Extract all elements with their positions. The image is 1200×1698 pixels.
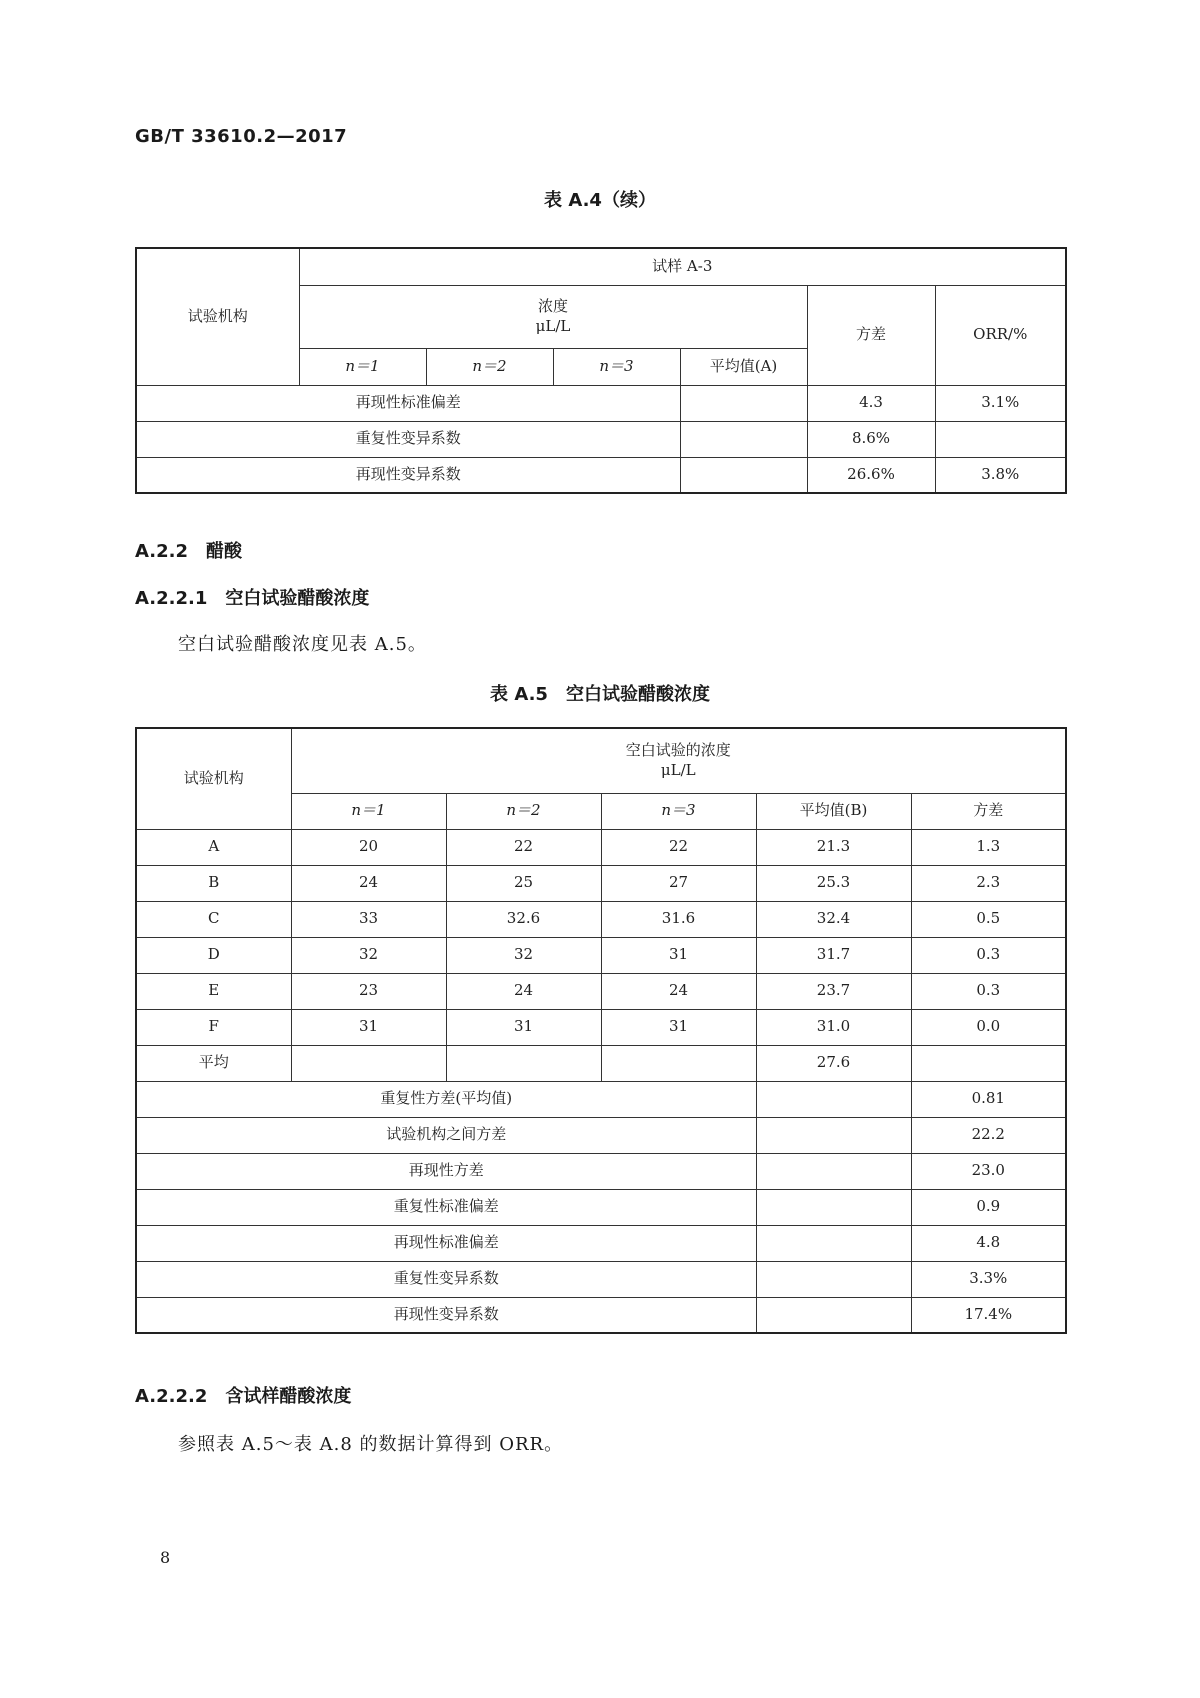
- stat-value: 22.2: [911, 1117, 1066, 1153]
- var-cell: 0.0: [911, 1009, 1066, 1045]
- stat-row: [136, 1081, 1066, 1117]
- row-orr: 3.1%: [935, 385, 1066, 421]
- table-a4-caption: 表 A.4（续）: [544, 190, 656, 211]
- n1-cell: [291, 1045, 446, 1081]
- n3-cell: [601, 1045, 756, 1081]
- avg-cell: 31.0: [756, 1009, 911, 1045]
- stat-label: 再现性方差: [136, 1153, 756, 1189]
- header-concentration: [299, 285, 807, 348]
- section-a222-heading: [135, 537, 242, 563]
- var-cell: 0.5: [911, 901, 1066, 937]
- org-cell: 平均: [136, 1045, 291, 1081]
- avg-cell: 21.3: [756, 829, 911, 865]
- table-a5-caption: 表 A.5 空白试验醋酸浓度: [490, 684, 710, 705]
- table-row: [136, 937, 1066, 973]
- section-a2222-heading: [135, 1382, 351, 1408]
- var-cell: [911, 1045, 1066, 1081]
- header-average: 平均值(A): [680, 348, 807, 385]
- header-n1: n＝1: [291, 793, 446, 829]
- stat-label: 再现性标准偏差: [136, 1225, 756, 1261]
- header-n1: n＝1: [299, 348, 426, 385]
- header-org: 试验机构: [136, 728, 291, 829]
- stat-empty: [756, 1225, 911, 1261]
- header-blank-concentration: [291, 728, 1066, 793]
- stat-value: 4.8: [911, 1225, 1066, 1261]
- paragraph-a2221: 空白试验醋酸浓度见表 A.5。: [178, 634, 427, 655]
- section-title: 含试样醋酸浓度: [225, 1386, 352, 1407]
- org-cell: E: [136, 973, 291, 1009]
- n3-cell: 27: [601, 865, 756, 901]
- stat-empty: [756, 1261, 911, 1297]
- n3-cell: 24: [601, 973, 756, 1009]
- table-row: [136, 973, 1066, 1009]
- header-variance: 方差: [807, 285, 935, 385]
- standard-code: GB/T 33610.2—2017: [135, 126, 348, 147]
- stat-value: 17.4%: [911, 1297, 1066, 1333]
- section-number: A.2.2: [135, 541, 188, 562]
- n1-cell: 24: [291, 865, 446, 901]
- table-row: [136, 457, 1066, 493]
- n3-cell: 31.6: [601, 901, 756, 937]
- header-n3: n＝3: [601, 793, 756, 829]
- stat-row: [136, 1225, 1066, 1261]
- n2-cell: 22: [446, 829, 601, 865]
- org-cell: F: [136, 1009, 291, 1045]
- row-orr: 3.8%: [935, 457, 1066, 493]
- n1-cell: 31: [291, 1009, 446, 1045]
- stat-row: [136, 1189, 1066, 1225]
- table-a4: [135, 247, 1067, 494]
- stat-label: 重复性方差(平均值): [136, 1081, 756, 1117]
- avg-cell: 23.7: [756, 973, 911, 1009]
- var-cell: 0.3: [911, 937, 1066, 973]
- stat-label: 重复性变异系数: [136, 1261, 756, 1297]
- stat-value: 0.81: [911, 1081, 1066, 1117]
- row-value: [680, 421, 807, 457]
- paragraph-a2222: 参照表 A.5～表 A.8 的数据计算得到 ORR。: [178, 1434, 564, 1455]
- page-number: 8: [160, 1548, 171, 1567]
- org-cell: D: [136, 937, 291, 973]
- n3-cell: 31: [601, 937, 756, 973]
- row-variance: 4.3: [807, 385, 935, 421]
- var-cell: 2.3: [911, 865, 1066, 901]
- stat-value: 3.3%: [911, 1261, 1066, 1297]
- row-label: 重复性变异系数: [136, 421, 680, 457]
- row-value: [680, 457, 807, 493]
- header-n3: n＝3: [553, 348, 680, 385]
- table-row: [136, 865, 1066, 901]
- n1-cell: 32: [291, 937, 446, 973]
- row-label: 再现性变异系数: [136, 457, 680, 493]
- header-sample: 试样 A-3: [299, 248, 1066, 285]
- n1-cell: 23: [291, 973, 446, 1009]
- concentration-unit: μL/L: [535, 316, 571, 335]
- avg-cell: 32.4: [756, 901, 911, 937]
- table-row: [136, 385, 1066, 421]
- stat-row: [136, 1153, 1066, 1189]
- n2-cell: 24: [446, 973, 601, 1009]
- concentration-label: 浓度: [537, 297, 568, 315]
- section-title: 醋酸: [206, 541, 242, 562]
- concentration-label: 空白试验的浓度: [625, 741, 731, 760]
- concentration-unit: μL/L: [660, 760, 696, 779]
- n1-cell: 20: [291, 829, 446, 865]
- header-variance: 方差: [911, 793, 1066, 829]
- n2-cell: 32.6: [446, 901, 601, 937]
- stat-empty: [756, 1117, 911, 1153]
- row-label: 再现性标准偏差: [136, 385, 680, 421]
- row-variance: 26.6%: [807, 457, 935, 493]
- header-orr: ORR/%: [935, 285, 1066, 385]
- header-average: 平均值(B): [756, 793, 911, 829]
- stat-value: 0.9: [911, 1189, 1066, 1225]
- stat-empty: [756, 1189, 911, 1225]
- stat-row: [136, 1261, 1066, 1297]
- header-org: 试验机构: [136, 248, 299, 385]
- n3-cell: 31: [601, 1009, 756, 1045]
- avg-cell: 27.6: [756, 1045, 911, 1081]
- table-a5: [135, 727, 1067, 1334]
- stat-row: [136, 1297, 1066, 1333]
- var-cell: 0.3: [911, 973, 1066, 1009]
- stat-empty: [756, 1153, 911, 1189]
- table-row: [136, 421, 1066, 457]
- stat-empty: [756, 1297, 911, 1333]
- table-row: [136, 829, 1066, 865]
- row-value: [680, 385, 807, 421]
- n2-cell: 31: [446, 1009, 601, 1045]
- stat-label: 试验机构之间方差: [136, 1117, 756, 1153]
- row-orr: [935, 421, 1066, 457]
- section-number: A.2.2.2: [135, 1386, 208, 1407]
- stat-empty: [756, 1081, 911, 1117]
- n3-cell: 22: [601, 829, 756, 865]
- org-cell: A: [136, 829, 291, 865]
- org-cell: C: [136, 901, 291, 937]
- n2-cell: [446, 1045, 601, 1081]
- header-n2: n＝2: [446, 793, 601, 829]
- header-n2: n＝2: [426, 348, 553, 385]
- org-cell: B: [136, 865, 291, 901]
- section-a2221-heading: [135, 584, 369, 610]
- avg-cell: 31.7: [756, 937, 911, 973]
- table-row: [136, 1009, 1066, 1045]
- var-cell: 1.3: [911, 829, 1066, 865]
- stat-row: [136, 1117, 1066, 1153]
- row-variance: 8.6%: [807, 421, 935, 457]
- stat-value: 23.0: [911, 1153, 1066, 1189]
- table-row: [136, 901, 1066, 937]
- table-row-average: [136, 1045, 1066, 1081]
- n2-cell: 25: [446, 865, 601, 901]
- section-title: 空白试验醋酸浓度: [225, 588, 370, 609]
- stat-label: 重复性标准偏差: [136, 1189, 756, 1225]
- n2-cell: 32: [446, 937, 601, 973]
- n1-cell: 33: [291, 901, 446, 937]
- avg-cell: 25.3: [756, 865, 911, 901]
- stat-label: 再现性变异系数: [136, 1297, 756, 1333]
- section-number: A.2.2.1: [135, 588, 208, 609]
